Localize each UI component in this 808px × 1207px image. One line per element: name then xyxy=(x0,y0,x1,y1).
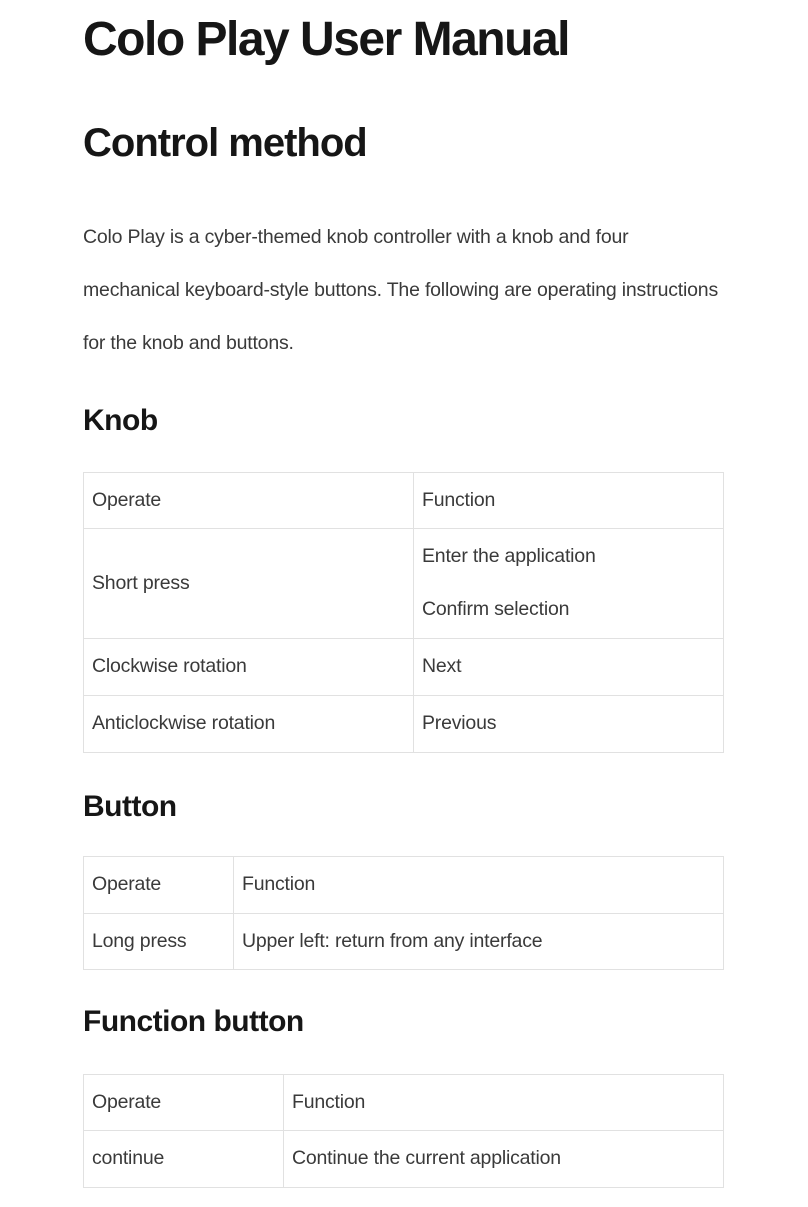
function-button-table-header-row xyxy=(84,1074,724,1130)
function-button-cell-function: Continue the current application xyxy=(284,1130,724,1187)
knob-cell-operate: Clockwise rotation xyxy=(84,638,414,695)
function-button-table xyxy=(83,1074,724,1188)
table-row xyxy=(84,528,724,638)
control-method-heading: Control method xyxy=(83,120,367,165)
function-line: Enter the application xyxy=(422,545,596,568)
function-button-header-function: Function xyxy=(284,1074,724,1130)
knob-cell-function xyxy=(414,528,724,638)
button-header-function: Function xyxy=(234,856,724,913)
knob-cell-function: Previous xyxy=(414,695,724,752)
knob-header-function: Function xyxy=(414,472,724,528)
knob-table-header-row xyxy=(84,472,724,528)
page-title: Colo Play User Manual xyxy=(83,13,569,66)
knob-cell-operate: Short press xyxy=(84,528,414,638)
intro-paragraph: Colo Play is a cyber-themed knob controller with a knob and four mechanical keyboard-style buttons. The following are operating instructions for the knob and buttons. xyxy=(83,225,718,354)
function-button-cell-operate: continue xyxy=(84,1130,284,1187)
button-cell-function: Upper left: return from any interface xyxy=(234,913,724,969)
knob-cell-operate: Anticlockwise rotation xyxy=(84,695,414,752)
button-cell-operate: Long press xyxy=(84,913,234,969)
function-line: Confirm selection xyxy=(422,598,570,621)
button-table xyxy=(83,856,724,970)
function-button-header-operate: Operate xyxy=(84,1074,284,1130)
table-row xyxy=(84,695,724,752)
function-multiline xyxy=(422,530,715,636)
manual-page xyxy=(83,14,723,1188)
button-table-header-row xyxy=(84,856,724,913)
table-row xyxy=(84,913,724,969)
knob-cell-function: Next xyxy=(414,638,724,695)
knob-heading: Knob xyxy=(83,403,158,437)
knob-header-operate: Operate xyxy=(84,472,414,528)
function-button-heading: Function button xyxy=(83,1004,304,1038)
button-heading: Button xyxy=(83,789,177,823)
table-row xyxy=(84,1130,724,1187)
button-header-operate: Operate xyxy=(84,856,234,913)
knob-table xyxy=(83,472,724,753)
table-row xyxy=(84,638,724,695)
